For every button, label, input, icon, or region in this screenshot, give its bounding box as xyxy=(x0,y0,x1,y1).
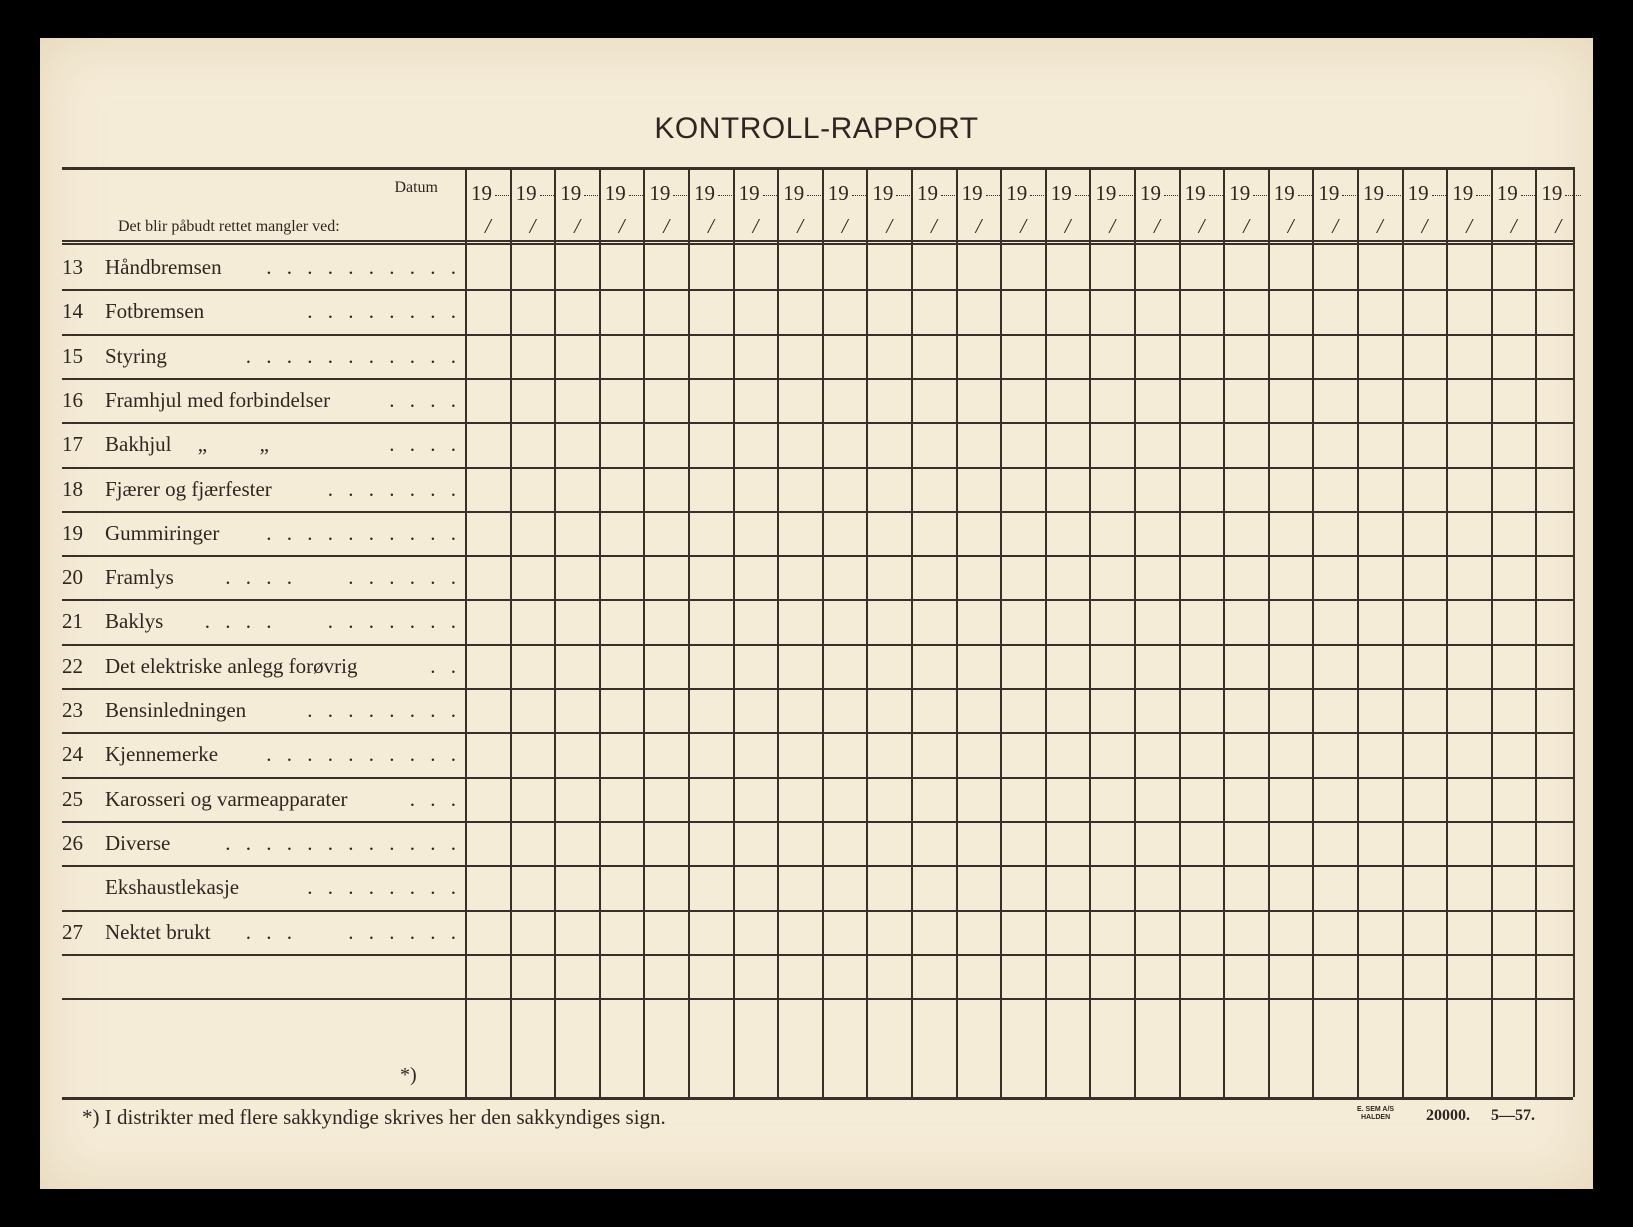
date-column-rule xyxy=(1179,167,1181,1097)
item-number: 19 xyxy=(62,520,83,545)
dot-leader: . . . . . . . . . . xyxy=(225,565,461,590)
item-number: 24 xyxy=(62,742,83,767)
defect-item-row xyxy=(62,644,463,688)
date-separator: / xyxy=(931,214,937,238)
item-label: Kjennemerke xyxy=(105,742,219,767)
print-date: 5—57. xyxy=(1491,1107,1535,1124)
year-blank xyxy=(1075,195,1091,196)
item-number: 15 xyxy=(62,343,83,368)
dot-leader: . . . . . . . . . . . xyxy=(204,609,461,634)
item-number: 21 xyxy=(62,609,83,634)
year-blank xyxy=(1432,195,1448,196)
defect-item-row xyxy=(62,467,463,511)
dot-leader: . . . . . . . . xyxy=(307,875,461,900)
date-column-rule xyxy=(956,167,958,1097)
date-separator: / xyxy=(663,214,670,238)
date-header-cell xyxy=(1002,181,1045,243)
year-prefix: 19 xyxy=(515,181,537,205)
dot-leader: . . . . . . . . xyxy=(307,299,461,324)
date-separator: / xyxy=(1243,214,1250,238)
defect-item-row xyxy=(62,422,463,466)
year-prefix: 19 xyxy=(1273,181,1295,205)
date-column-rule xyxy=(866,167,868,1097)
date-header-cell xyxy=(467,181,510,243)
date-header-cell xyxy=(690,181,733,243)
defect-item-row xyxy=(62,245,463,289)
item-label: Det elektriske anlegg forøvrig xyxy=(105,653,358,678)
item-label: Bensinledningen xyxy=(105,698,247,722)
defect-item-row xyxy=(62,599,463,643)
date-header-cell xyxy=(1537,181,1580,243)
year-prefix: 19 xyxy=(649,181,671,205)
item-number: 26 xyxy=(62,830,83,855)
year-blank xyxy=(1253,195,1269,196)
year-prefix: 19 xyxy=(1496,181,1518,205)
date-header-cell xyxy=(958,181,1001,243)
date-column-rule xyxy=(1134,167,1136,1097)
year-prefix: 19 xyxy=(1140,181,1161,205)
item-number: 17 xyxy=(62,432,83,457)
date-column-rule xyxy=(1357,167,1359,1097)
year-blank xyxy=(718,195,734,196)
item-number: 22 xyxy=(62,653,83,678)
date-column-rule xyxy=(1223,167,1225,1097)
date-header-cell xyxy=(1448,181,1491,243)
item-label: Fjærer og fjærfester xyxy=(105,476,272,501)
item-label: Karosseri og varmeapparater xyxy=(105,786,348,811)
date-column-rule xyxy=(688,167,690,1097)
defect-item-row xyxy=(62,954,463,998)
item-label: Styring xyxy=(105,343,167,368)
date-header-cell xyxy=(735,181,778,243)
year-prefix: 19 xyxy=(783,181,805,205)
year-blank xyxy=(495,195,511,196)
item-label: Framhjul med forbindelser xyxy=(105,387,331,412)
date-separator: / xyxy=(1020,214,1027,238)
date-column-rule xyxy=(510,167,512,1097)
date-column-rule xyxy=(1089,167,1091,1097)
dot-leader: . . . . . . . . . . xyxy=(266,742,461,767)
date-separator: / xyxy=(1510,214,1517,238)
item-label: Fotbremsen xyxy=(105,299,205,324)
date-separator: / xyxy=(485,214,491,238)
defect-item-row xyxy=(62,334,463,378)
date-header-cell xyxy=(1181,181,1224,243)
date-column-rule xyxy=(733,167,735,1097)
defect-item-row xyxy=(62,555,463,599)
year-blank xyxy=(1209,195,1225,196)
date-header-cell xyxy=(1136,181,1179,243)
date-header-cell xyxy=(512,181,555,243)
printer-name: E. SEM A/S xyxy=(1357,1106,1395,1113)
printer-town: HALDEN xyxy=(1360,1114,1391,1121)
date-header-cell xyxy=(1225,181,1268,243)
date-header-cell xyxy=(601,181,644,243)
year-blank xyxy=(1342,195,1358,196)
year-blank xyxy=(941,195,957,196)
date-separator: / xyxy=(1064,214,1071,238)
defect-item-row xyxy=(62,821,463,865)
date-header-cell xyxy=(913,181,956,243)
date-separator: / xyxy=(1198,214,1205,238)
date-separator: / xyxy=(1555,214,1562,238)
inspection-form-card xyxy=(40,38,1593,1189)
year-prefix: 19 xyxy=(961,181,983,205)
year-blank xyxy=(852,195,868,196)
item-label: Baklys xyxy=(105,609,164,634)
defect-item-row xyxy=(62,777,463,821)
date-separator: / xyxy=(1421,214,1428,238)
dot-leader: . . . . . . . . . . . xyxy=(245,343,461,368)
item-label: Nektet brukt xyxy=(105,919,211,944)
item-number: 25 xyxy=(62,786,83,811)
date-header-cell xyxy=(645,181,688,243)
date-header-cell xyxy=(1493,181,1536,243)
year-prefix: 19 xyxy=(1184,181,1206,205)
date-column-rule xyxy=(1535,167,1537,1097)
item-number: 23 xyxy=(62,698,83,722)
date-separator: / xyxy=(1466,214,1473,238)
defect-item-row xyxy=(62,732,463,776)
year-prefix: 19 xyxy=(604,181,626,205)
dot-leader: . . . . . . . . . . xyxy=(266,520,461,545)
date-separator: / xyxy=(574,214,581,238)
signature-row-mark: *) xyxy=(400,1064,417,1086)
year-blank xyxy=(896,195,912,196)
dot-leader: . . . . . . . . . xyxy=(245,919,461,944)
year-prefix: 19 xyxy=(1095,181,1117,205)
item-number: 13 xyxy=(62,255,83,279)
date-separator: / xyxy=(752,214,759,238)
date-column-rule xyxy=(1268,167,1270,1097)
date-column-rule xyxy=(1573,167,1575,1097)
year-blank xyxy=(1476,195,1492,196)
year-blank xyxy=(1387,195,1403,196)
item-label: Ekshaustlekasje xyxy=(105,875,240,900)
year-prefix: 19 xyxy=(1407,181,1429,205)
defects-header-label: Det blir påbudt rettet mangler ved: xyxy=(118,218,340,235)
date-separator: / xyxy=(1109,214,1116,238)
defect-item-row xyxy=(62,998,463,1042)
year-blank xyxy=(673,195,689,196)
year-prefix: 19 xyxy=(872,181,894,205)
print-run: 20000. xyxy=(1426,1107,1470,1124)
year-prefix: 19 xyxy=(1363,181,1384,205)
year-blank xyxy=(1565,195,1581,196)
defect-item-row xyxy=(62,511,463,555)
year-prefix: 19 xyxy=(1541,181,1563,205)
defect-item-row xyxy=(62,865,463,909)
year-blank xyxy=(1119,195,1135,196)
year-prefix: 19 xyxy=(1229,181,1251,205)
date-header-cell xyxy=(1359,181,1402,243)
item-label: Framlys xyxy=(105,565,174,590)
year-prefix: 19 xyxy=(738,181,760,205)
bottom-rule xyxy=(62,1097,1573,1100)
year-prefix: 19 xyxy=(1050,181,1072,205)
year-blank xyxy=(1030,195,1046,196)
date-separator: / xyxy=(618,214,625,238)
date-column-rule xyxy=(599,167,601,1097)
year-prefix: 19 xyxy=(917,181,938,205)
year-prefix: 19 xyxy=(471,181,492,205)
dot-leader: . . . . . . . xyxy=(327,476,461,501)
defect-item-row xyxy=(62,378,463,422)
defect-item-row xyxy=(62,688,463,732)
date-separator: / xyxy=(975,214,982,238)
date-header-cell xyxy=(779,181,822,243)
date-column-rule xyxy=(911,167,913,1097)
defect-item-row xyxy=(62,289,463,333)
date-separator: / xyxy=(841,214,848,238)
date-header-cell xyxy=(824,181,867,243)
date-separator: / xyxy=(1377,214,1383,238)
datum-label: Datum xyxy=(394,179,438,196)
year-blank xyxy=(629,195,645,196)
date-column-rule xyxy=(1402,167,1404,1097)
item-number: 20 xyxy=(62,565,83,590)
date-column-rule xyxy=(1446,167,1448,1097)
year-blank xyxy=(986,195,1002,196)
item-number: 16 xyxy=(62,387,83,412)
dot-leader: . . . . . . . . . . xyxy=(266,255,461,279)
item-number: 18 xyxy=(62,476,83,501)
date-column-rule xyxy=(554,167,556,1097)
year-blank xyxy=(540,195,556,196)
date-header-cell xyxy=(868,181,911,243)
year-blank xyxy=(584,195,600,196)
date-separator: / xyxy=(797,214,804,238)
date-column-rule xyxy=(777,167,779,1097)
date-header-cell xyxy=(1270,181,1313,243)
date-header-cell xyxy=(1314,181,1357,243)
dot-leader: . . . . . . . . xyxy=(307,698,461,722)
year-prefix: 19 xyxy=(560,181,582,205)
top-rule xyxy=(62,167,1573,170)
date-column-rule xyxy=(643,167,645,1097)
year-blank xyxy=(1521,195,1537,196)
dot-leader: . . . . . . . . . . . . xyxy=(225,830,461,855)
item-number: 27 xyxy=(62,919,83,944)
year-prefix: 19 xyxy=(694,181,715,205)
dot-leader: . . . . xyxy=(389,432,461,457)
date-separator: / xyxy=(1332,214,1339,238)
date-separator: / xyxy=(529,214,536,238)
date-header-cell xyxy=(1091,181,1134,243)
date-column-rule xyxy=(822,167,824,1097)
year-prefix: 19 xyxy=(1006,181,1028,205)
date-separator: / xyxy=(1287,214,1294,238)
date-column-rule xyxy=(1312,167,1314,1097)
date-column-rule xyxy=(1491,167,1493,1097)
dot-leader: . . xyxy=(430,653,461,678)
year-blank xyxy=(807,195,823,196)
year-blank xyxy=(1298,195,1314,196)
date-separator: / xyxy=(886,214,893,238)
year-blank xyxy=(763,195,779,196)
date-header-cell xyxy=(556,181,599,243)
defect-item-row xyxy=(62,910,463,954)
item-label: Håndbremsen xyxy=(105,255,222,279)
date-separator: / xyxy=(1154,214,1160,238)
year-prefix: 19 xyxy=(827,181,849,205)
year-prefix: 19 xyxy=(1318,181,1340,205)
year-blank xyxy=(1164,195,1180,196)
date-header-cell xyxy=(1404,181,1447,243)
footnote: *) I distrikter med flere sakkyndige skrives her den sakkyndiges sign. xyxy=(82,1105,666,1129)
item-number: 14 xyxy=(62,299,83,324)
date-column-rule xyxy=(1000,167,1002,1097)
date-separator: / xyxy=(708,214,714,238)
year-prefix: 19 xyxy=(1452,181,1474,205)
label-column-border xyxy=(465,167,467,1097)
date-column-rule xyxy=(1045,167,1047,1097)
item-label: Gummiringer xyxy=(105,520,220,545)
dot-leader: . . . xyxy=(409,786,461,811)
date-header-cell xyxy=(1047,181,1090,243)
dot-leader: . . . . xyxy=(389,387,461,412)
item-label: Diverse xyxy=(105,830,171,855)
form-title: KONTROLL-RAPPORT xyxy=(654,112,979,145)
printer-imprint xyxy=(1357,1106,1394,1122)
item-label: Bakhjul „ „ xyxy=(105,432,269,457)
